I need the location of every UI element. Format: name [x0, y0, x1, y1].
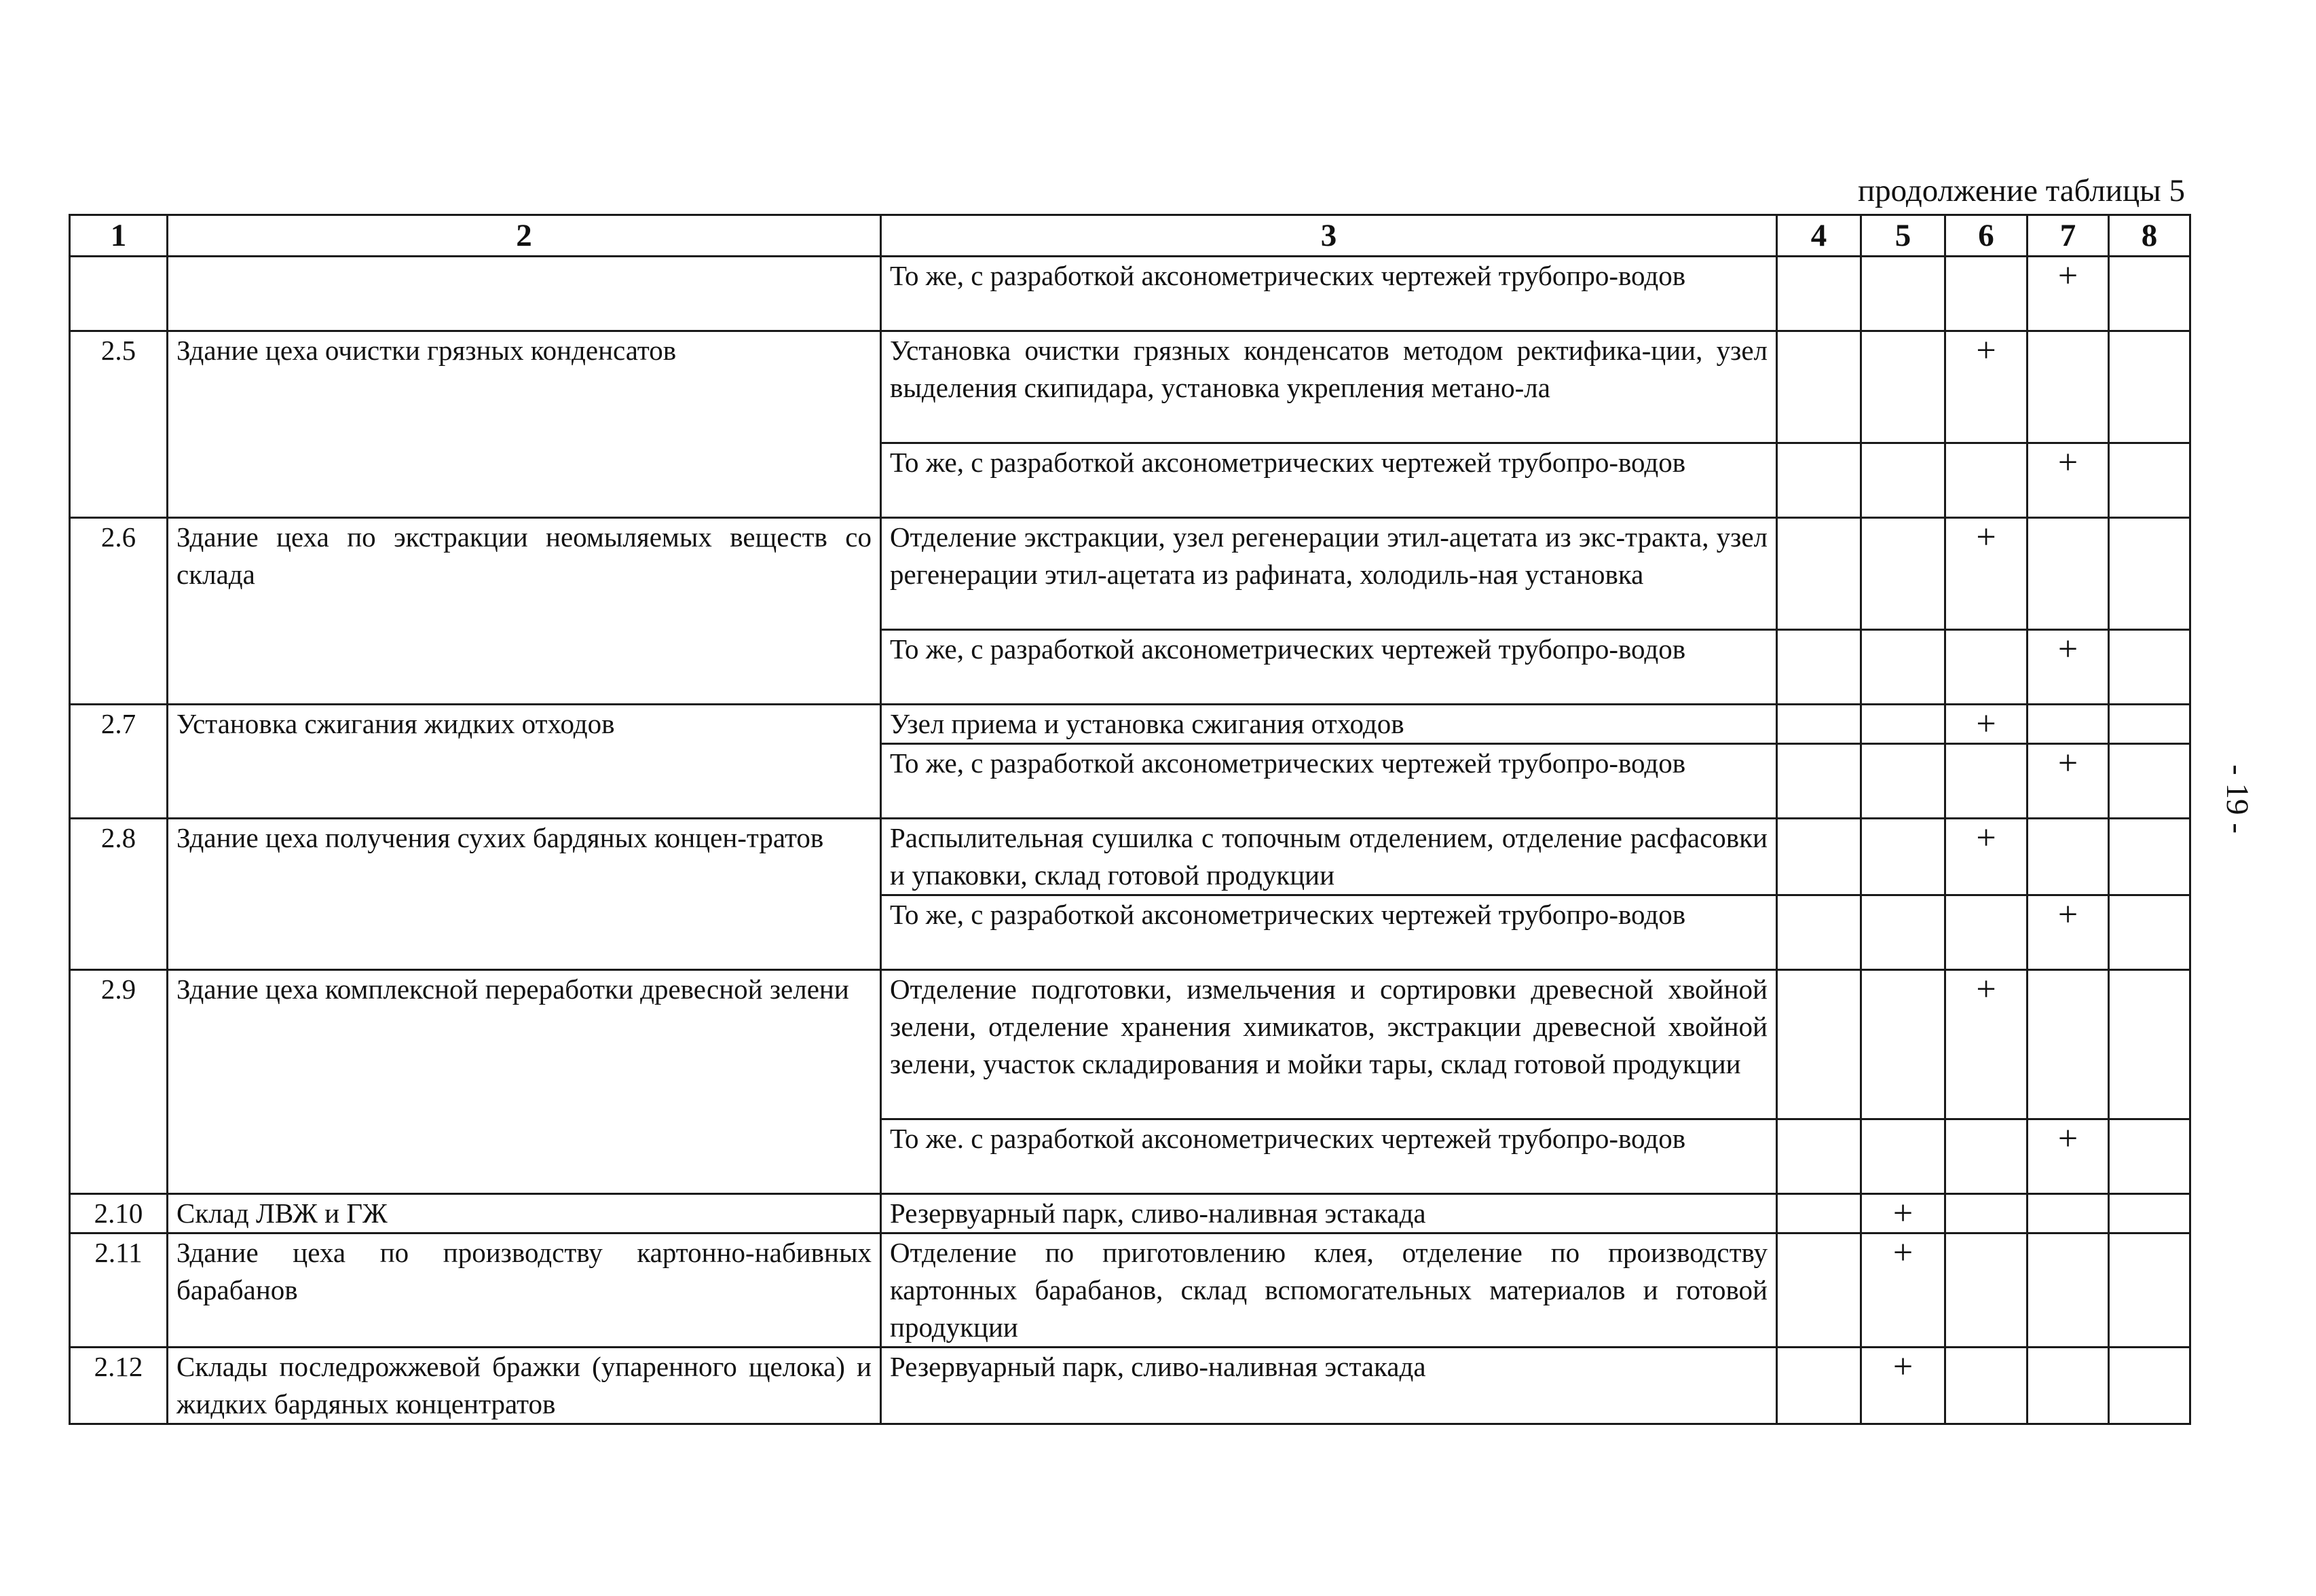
- column-header: 3: [881, 215, 1777, 257]
- work-description: Резервуарный парк, сливо-наливная эстакада: [881, 1348, 1777, 1424]
- object-name: Склад ЛВЖ и ГЖ: [168, 1194, 881, 1233]
- mark-col-4: [1777, 257, 1861, 331]
- mark-col-4: [1777, 819, 1861, 895]
- mark-col-6: [1945, 1233, 2028, 1348]
- table-row: [70, 331, 2190, 443]
- mark-col-6: [1945, 744, 2028, 819]
- mark-col-7: +: [2028, 1119, 2109, 1194]
- mark-col-7: +: [2028, 630, 2109, 705]
- column-header: 5: [1861, 215, 1945, 257]
- object-name: Здание цеха комплексной переработки древесной зелени: [168, 970, 881, 1194]
- mark-col-6: +: [1945, 518, 2028, 630]
- table-row: [70, 1194, 2190, 1233]
- mark-col-7: [2028, 705, 2109, 744]
- work-description: Отделение подготовки, измельчения и сортировки древесной хвойной зелени, отделение хранения химикатов, экстракции древесной хвойной зелени, участок складирования и мойки тары, склад готовой продукции: [881, 970, 1777, 1119]
- mark-col-5: +: [1861, 1194, 1945, 1233]
- object-name: Здание цеха по экстракции неомыляемых веществ со склада: [168, 518, 881, 705]
- mark-col-8: [2109, 705, 2190, 744]
- table-row: [70, 518, 2190, 630]
- mark-col-5: +: [1861, 1348, 1945, 1424]
- mark-col-5: [1861, 744, 1945, 819]
- mark-col-8: [2109, 1119, 2190, 1194]
- mark-col-8: [2109, 518, 2190, 630]
- mark-col-4: [1777, 705, 1861, 744]
- mark-col-6: +: [1945, 970, 2028, 1119]
- row-number: 2.12: [70, 1348, 168, 1424]
- mark-col-7: +: [2028, 257, 2109, 331]
- table-row: [70, 705, 2190, 744]
- work-description: То же, с разработкой аксонометрических чертежей трубопро-водов: [881, 895, 1777, 970]
- object-name: Склады последрожжевой бражки (упаренного щелока) и жидких бардяных концентратов: [168, 1348, 881, 1424]
- mark-col-4: [1777, 1233, 1861, 1348]
- mark-col-6: +: [1945, 331, 2028, 443]
- mark-col-7: [2028, 518, 2109, 630]
- work-description: Узел приема и установка сжигания отходов: [881, 705, 1777, 744]
- page-number: - 19 -: [2219, 764, 2255, 834]
- row-number: 2.9: [70, 970, 168, 1194]
- mark-col-5: +: [1861, 1233, 1945, 1348]
- mark-col-8: [2109, 257, 2190, 331]
- mark-col-7: [2028, 1194, 2109, 1233]
- mark-col-5: [1861, 895, 1945, 970]
- mark-col-4: [1777, 443, 1861, 518]
- column-header: 6: [1945, 215, 2028, 257]
- table-row: [70, 1348, 2190, 1424]
- mark-col-5: [1861, 1119, 1945, 1194]
- mark-col-5: [1861, 970, 1945, 1119]
- mark-col-6: [1945, 1348, 2028, 1424]
- mark-col-8: [2109, 895, 2190, 970]
- column-header: 7: [2028, 215, 2109, 257]
- table-row: [70, 970, 2190, 1119]
- work-description: Отделение экстракции, узел регенерации этил-ацетата из экс-тракта, узел регенерации этил-ацетата из рафината, холодиль-ная установка: [881, 518, 1777, 630]
- mark-col-4: [1777, 1194, 1861, 1233]
- mark-col-7: [2028, 1348, 2109, 1424]
- mark-col-6: [1945, 257, 2028, 331]
- mark-col-6: +: [1945, 819, 2028, 895]
- mark-col-5: [1861, 257, 1945, 331]
- mark-col-7: +: [2028, 895, 2109, 970]
- mark-col-8: [2109, 1233, 2190, 1348]
- mark-col-6: +: [1945, 705, 2028, 744]
- mark-col-6: [1945, 1119, 2028, 1194]
- mark-col-7: [2028, 1233, 2109, 1348]
- mark-col-7: +: [2028, 744, 2109, 819]
- work-description: То же, с разработкой аксонометрических чертежей трубопро-водов: [881, 744, 1777, 819]
- mark-col-7: [2028, 970, 2109, 1119]
- row-number: 2.8: [70, 819, 168, 970]
- mark-col-8: [2109, 970, 2190, 1119]
- table-row: [70, 1233, 2190, 1348]
- object-name: Установка сжигания жидких отходов: [168, 705, 881, 819]
- object-name: [168, 257, 881, 331]
- row-number: 2.10: [70, 1194, 168, 1233]
- mark-col-5: [1861, 518, 1945, 630]
- mark-col-8: [2109, 443, 2190, 518]
- work-description: То же, с разработкой аксонометрических чертежей трубопро-водов: [881, 630, 1777, 705]
- column-header: 4: [1777, 215, 1861, 257]
- mark-col-8: [2109, 630, 2190, 705]
- table-row: [70, 257, 2190, 331]
- object-name: Здание цеха очистки грязных конденсатов: [168, 331, 881, 518]
- mark-col-8: [2109, 331, 2190, 443]
- row-number: 2.7: [70, 705, 168, 819]
- work-description: То же, с разработкой аксонометрических чертежей трубопро-водов: [881, 443, 1777, 518]
- column-header: 2: [168, 215, 881, 257]
- row-number: 2.11: [70, 1233, 168, 1348]
- table-header-row: [70, 215, 2190, 257]
- mark-col-4: [1777, 970, 1861, 1119]
- mark-col-5: [1861, 705, 1945, 744]
- work-description: Отделение по приготовлению клея, отделение по производству картонных барабанов, склад вспомогательных материалов и готовой продукции: [881, 1233, 1777, 1348]
- mark-col-4: [1777, 744, 1861, 819]
- mark-col-8: [2109, 819, 2190, 895]
- table-row: [70, 819, 2190, 895]
- mark-col-6: [1945, 443, 2028, 518]
- column-header: 8: [2109, 215, 2190, 257]
- table-caption: продолжение таблицы 5: [1858, 173, 2185, 208]
- mark-col-6: [1945, 1194, 2028, 1233]
- row-number: [70, 257, 168, 331]
- mark-col-4: [1777, 331, 1861, 443]
- work-description: Распылительная сушилка с топочным отделением, отделение расфасовки и упаковки, склад готовой продукции: [881, 819, 1777, 895]
- work-description: Резервуарный парк, сливо-наливная эстакада: [881, 1194, 1777, 1233]
- mark-col-6: [1945, 630, 2028, 705]
- mark-col-8: [2109, 1194, 2190, 1233]
- mark-col-4: [1777, 1119, 1861, 1194]
- mark-col-7: [2028, 819, 2109, 895]
- mark-col-5: [1861, 819, 1945, 895]
- mark-col-4: [1777, 1348, 1861, 1424]
- mark-col-7: [2028, 331, 2109, 443]
- column-header: 1: [70, 215, 168, 257]
- mark-col-8: [2109, 1348, 2190, 1424]
- mark-col-4: [1777, 895, 1861, 970]
- mark-col-5: [1861, 443, 1945, 518]
- mark-col-7: +: [2028, 443, 2109, 518]
- mark-col-4: [1777, 630, 1861, 705]
- object-name: Здание цеха получения сухих бардяных концен-тратов: [168, 819, 881, 970]
- object-name: Здание цеха по производству картонно-набивных барабанов: [168, 1233, 881, 1348]
- mark-col-5: [1861, 331, 1945, 443]
- work-description: То же, с разработкой аксонометрических чертежей трубопро-водов: [881, 257, 1777, 331]
- work-description: Установка очистки грязных конденсатов методом ректифика-ции, узел выделения скипидара, установка укрепления метано-ла: [881, 331, 1777, 443]
- row-number: 2.5: [70, 331, 168, 518]
- work-description: То же. с разработкой аксонометрических чертежей трубопро-водов: [881, 1119, 1777, 1194]
- mark-col-5: [1861, 630, 1945, 705]
- mark-col-6: [1945, 895, 2028, 970]
- mark-col-8: [2109, 744, 2190, 819]
- mark-col-4: [1777, 518, 1861, 630]
- row-number: 2.6: [70, 518, 168, 705]
- data-table: [69, 214, 2191, 1425]
